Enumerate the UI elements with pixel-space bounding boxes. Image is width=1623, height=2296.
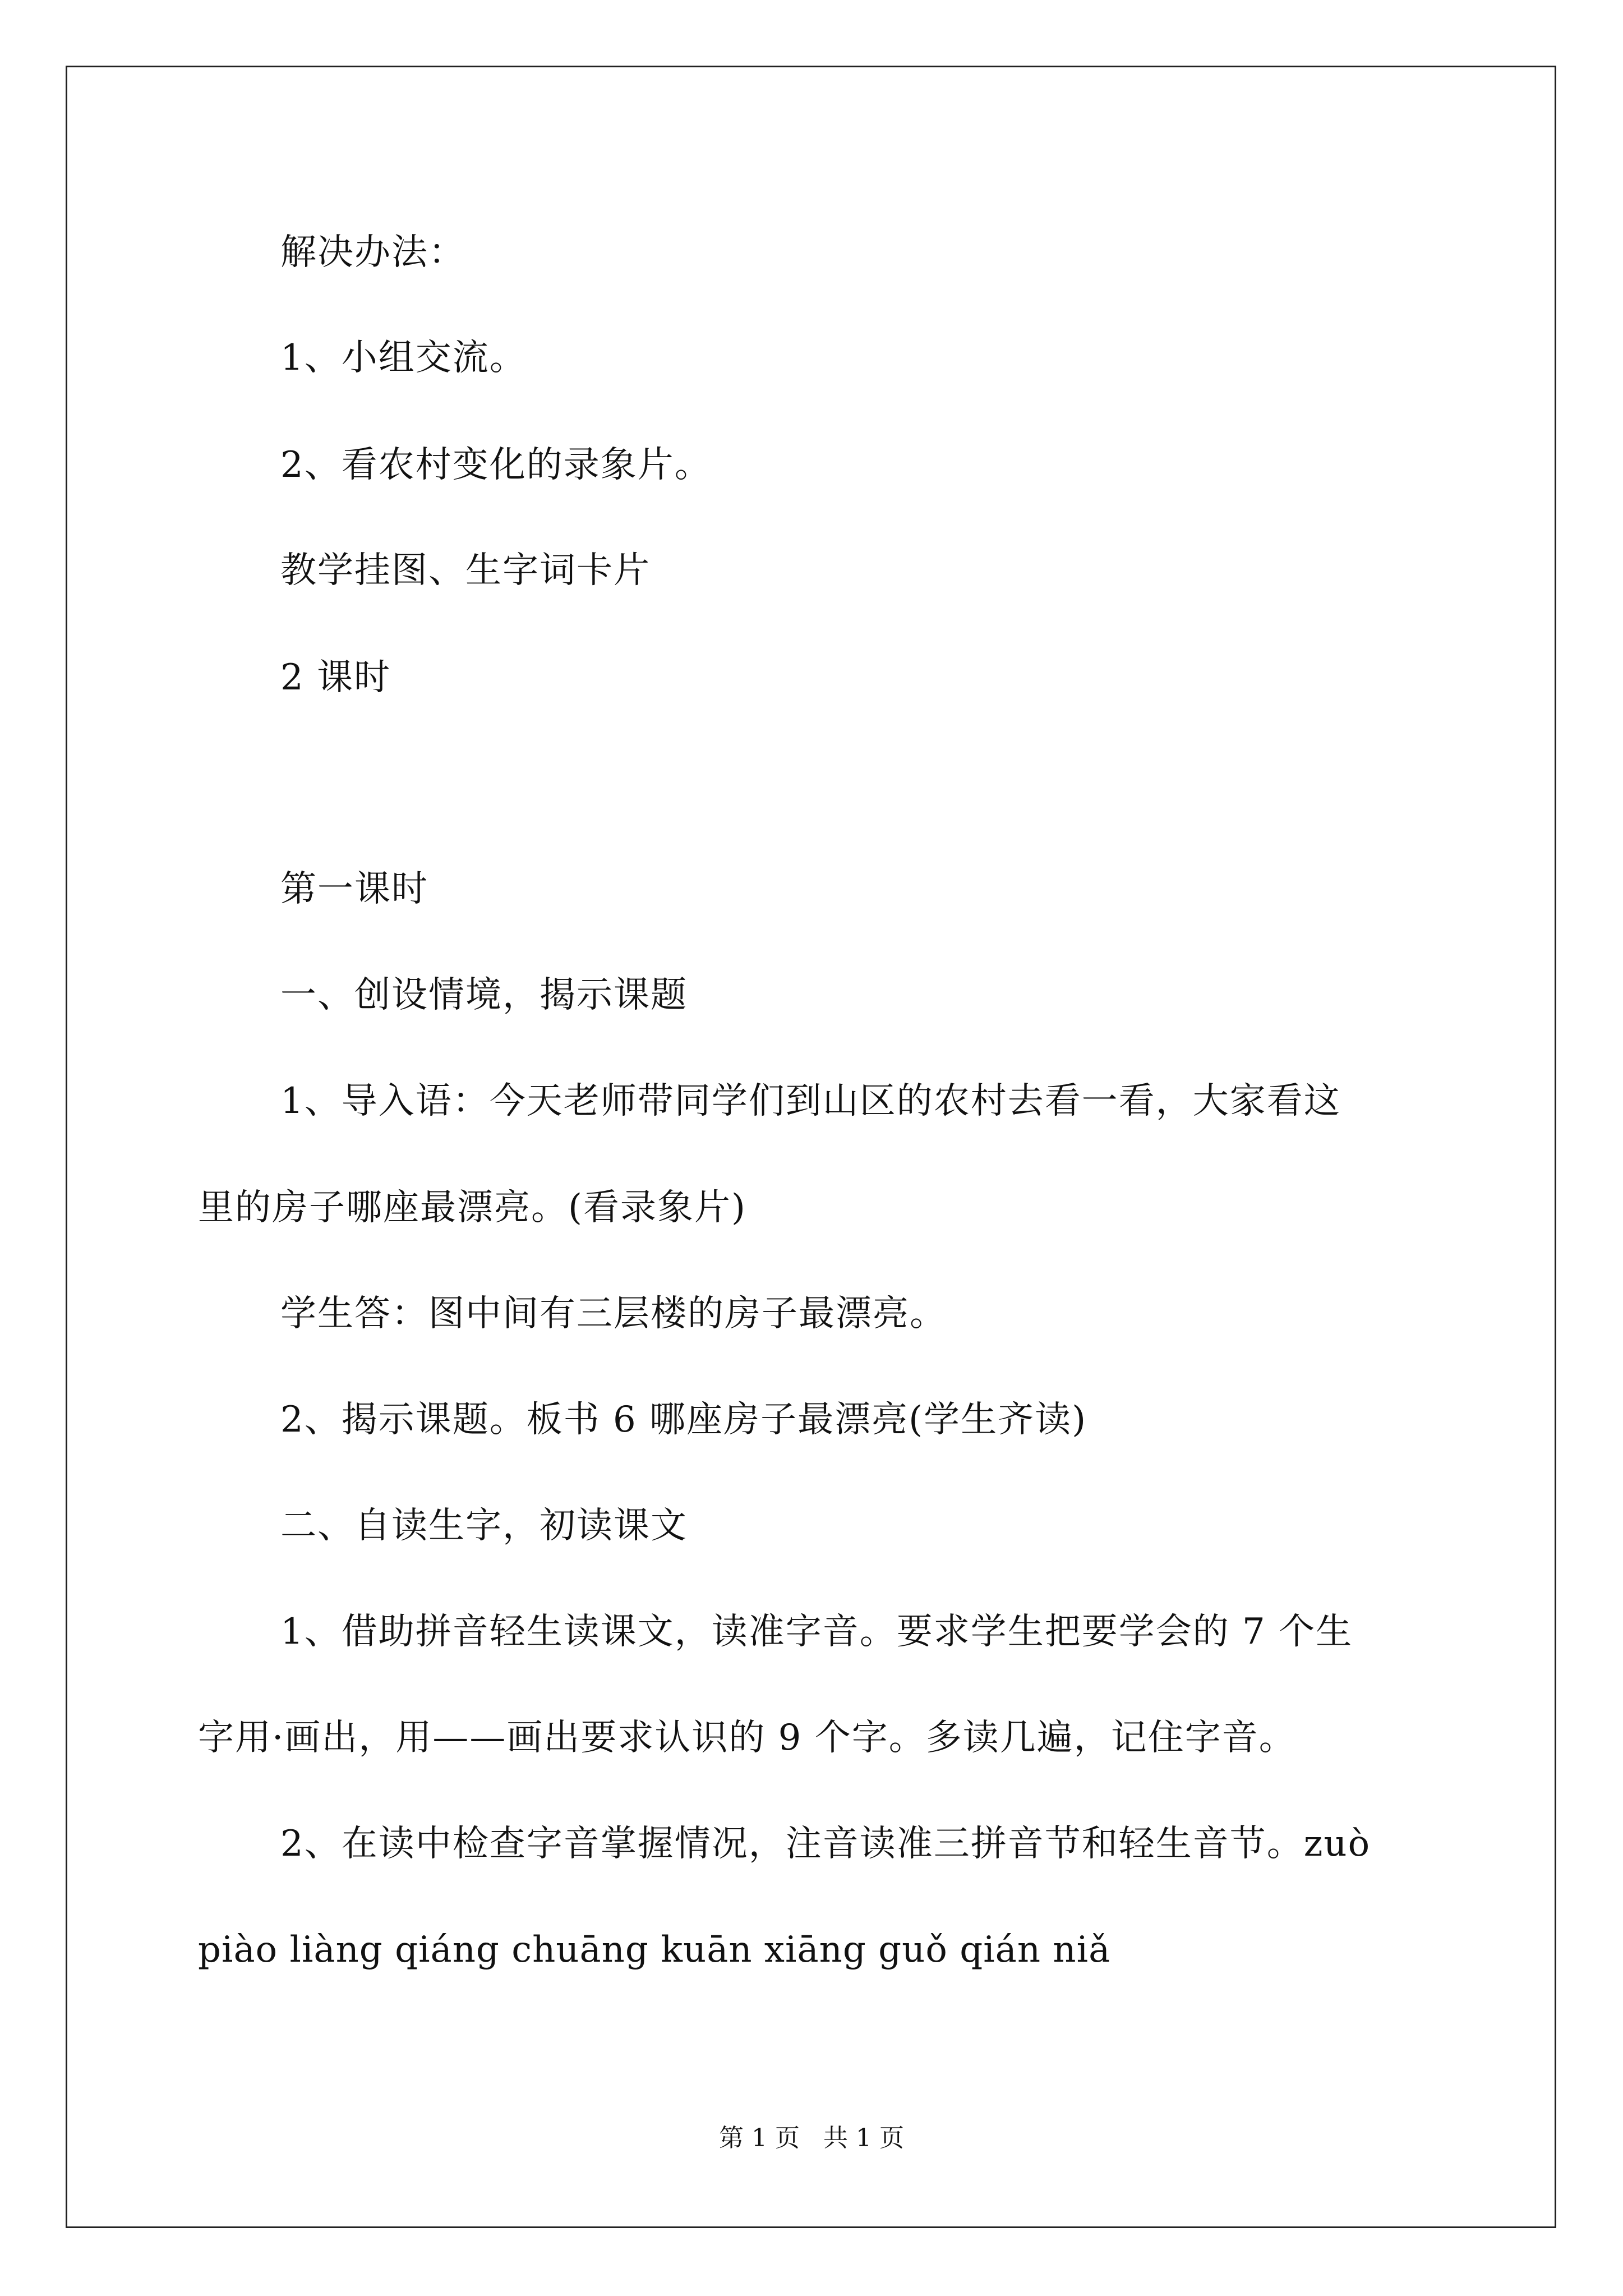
text-line-reveal-title: 2、揭示课题。板书 6 哪座房子最漂亮(学生齐读) — [280, 1399, 1087, 1441]
text-line-read-2: 字用·画出，用——画出要求认识的 9 个字。多读几遍，记住字音。 — [198, 1717, 1296, 1759]
text-line-section-one: 一、创设情境，揭示课题 — [280, 974, 688, 1016]
text-line-watch-video: 2、看农村变化的录象片。 — [280, 444, 712, 486]
text-line-teaching-materials: 教学挂图、生字词卡片 — [280, 550, 651, 591]
text-line-intro-1: 1、导入语：今天老师带同学们到山区的农村去看一看，大家看这 — [280, 1080, 1341, 1122]
text-line-section-two: 二、自读生字，初读课文 — [280, 1505, 688, 1547]
text-line-pinyin: piào liàng qiáng chuāng kuān xiāng guǒ qián niǎ — [198, 1929, 1111, 1971]
page-footer: 第 1 页 共 1 页 — [719, 2124, 904, 2152]
page-border — [66, 66, 1556, 2228]
text-line-solution-heading: 解决办法： — [280, 232, 465, 273]
text-line-group-discussion: 1、小组交流。 — [280, 337, 527, 379]
text-line-intro-2: 里的房子哪座最漂亮。(看录象片) — [198, 1187, 746, 1228]
text-line-read-1: 1、借助拼音轻生读课文，读准字音。要求学生把要学会的 7 个生 — [280, 1611, 1353, 1653]
text-line-first-lesson: 第一课时 — [280, 868, 428, 910]
text-line-class-hours: 2 课时 — [280, 657, 391, 698]
text-line-check-pronunciation: 2、在读中检查字音掌握情况，注音读准三拼音节和轻生音节。zuò — [280, 1823, 1371, 1865]
text-line-student-answer: 学生答：图中间有三层楼的房子最漂亮。 — [280, 1293, 947, 1335]
